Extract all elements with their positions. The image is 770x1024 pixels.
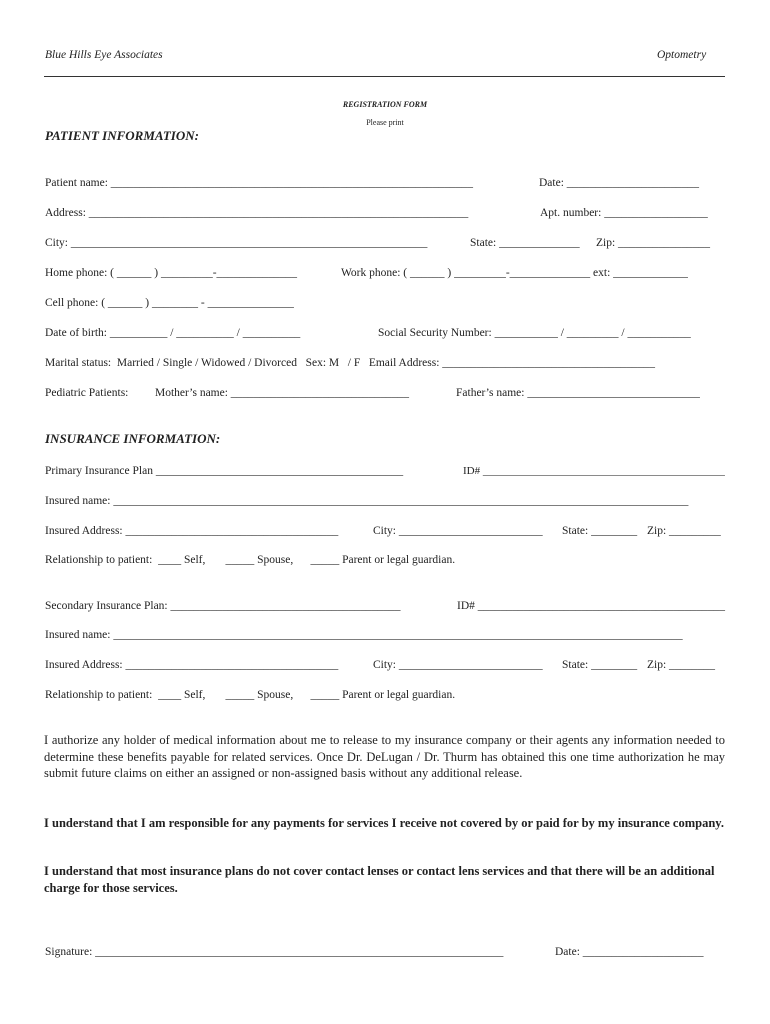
secondary-city-field[interactable]: City: _________________________ — [373, 659, 543, 671]
marital-sex-email-field[interactable]: Marital status: Married / Single / Widowed / Divorced Sex: M / F Email Address: _____________________________________ — [45, 357, 656, 369]
state-field[interactable]: State: ______________ — [470, 237, 580, 249]
specialty-label: Optometry — [657, 49, 707, 61]
apt-number-field[interactable]: Apt. number: __________________ — [540, 207, 708, 219]
form-subtitle: Please print — [366, 118, 404, 127]
secondary-insurance-plan-field[interactable]: Secondary Insurance Plan: ________________________________________ — [45, 600, 401, 612]
primary-insured-name-field[interactable]: Insured name: ____________________________________________________________________________________________________ — [45, 495, 689, 507]
form-title: REGISTRATION FORM — [342, 100, 428, 109]
work-phone-field[interactable]: Work phone: ( ______ ) _________-______________ ext: _____________ — [341, 267, 688, 279]
zip-field[interactable]: Zip: ________________ — [596, 237, 711, 249]
secondary-insured-address-field[interactable]: Insured Address: _____________________________________ — [45, 659, 339, 671]
ssn-field[interactable]: Social Security Number: ___________ / _________ / ___________ — [378, 327, 691, 339]
contact-lens-statement: I understand that most insurance plans do not cover contact lenses or contact lens services and that there will be an additional charge for those services. — [44, 864, 715, 895]
insurance-info-heading: INSURANCE INFORMATION: — [45, 431, 221, 446]
home-phone-field[interactable]: Home phone: ( ______ ) _________-______________ — [45, 267, 298, 279]
address-field[interactable]: Address: __________________________________________________________________ — [45, 207, 469, 219]
father-name-field[interactable]: Father’s name: ______________________________ — [456, 387, 700, 399]
mother-name-field[interactable]: Mother’s name: _______________________________ — [155, 387, 410, 399]
secondary-relationship-field[interactable]: Relationship to patient: ____ Self, _____ Spouse, _____ Parent or legal guardian. — [45, 689, 456, 701]
secondary-zip-field[interactable]: Zip: ________ — [647, 659, 716, 671]
primary-state-field[interactable]: State: ________ — [562, 525, 638, 537]
secondary-insured-name-field[interactable]: Insured name: ___________________________________________________________________________________________________ — [45, 629, 683, 641]
primary-zip-field[interactable]: Zip: _________ — [647, 525, 721, 537]
authorization-paragraph: I authorize any holder of medical information about me to release to my insurance company or their agents any information needed to determine these benefits payable for related services. Once Dr. DeLugan / Dr. Thurm has obtained this one time authorization he may submit future claims on either an assigned or non-assigned basis without any additional release. — [44, 733, 725, 780]
primary-id-field[interactable]: ID# ____________________________________________ — [463, 465, 725, 477]
patient-date-field[interactable]: Date: _______________________ — [539, 177, 700, 189]
patient-name-field[interactable]: Patient name: _______________________________________________________________ — [45, 177, 474, 189]
secondary-id-field[interactable]: ID# ___________________________________________ — [457, 600, 726, 612]
pediatric-label: Pediatric Patients: — [45, 387, 129, 399]
signature-date-field[interactable]: Date: _____________________ — [555, 946, 704, 958]
primary-relationship-field[interactable]: Relationship to patient: ____ Self, _____ Spouse, _____ Parent or legal guardian. — [45, 554, 456, 566]
responsibility-statement: I understand that I am responsible for any payments for services I receive not covered by or paid for by my insurance company. — [44, 816, 724, 830]
secondary-state-field[interactable]: State: ________ — [562, 659, 638, 671]
cell-phone-field[interactable]: Cell phone: ( ______ ) ________ - _______________ — [45, 297, 294, 309]
header-divider — [44, 76, 725, 77]
primary-city-field[interactable]: City: _________________________ — [373, 525, 543, 537]
signature-field[interactable]: Signature: _______________________________________________________________________ — [45, 946, 504, 958]
date-of-birth-field[interactable]: Date of birth: __________ / __________ / __________ — [45, 327, 301, 339]
practice-name: Blue Hills Eye Associates — [45, 49, 163, 61]
city-field[interactable]: City: ______________________________________________________________ — [45, 237, 428, 249]
primary-insured-address-field[interactable]: Insured Address: _____________________________________ — [45, 525, 339, 537]
patient-info-heading: PATIENT INFORMATION: — [45, 128, 199, 143]
primary-insurance-plan-field[interactable]: Primary Insurance Plan ___________________________________________ — [45, 465, 404, 477]
